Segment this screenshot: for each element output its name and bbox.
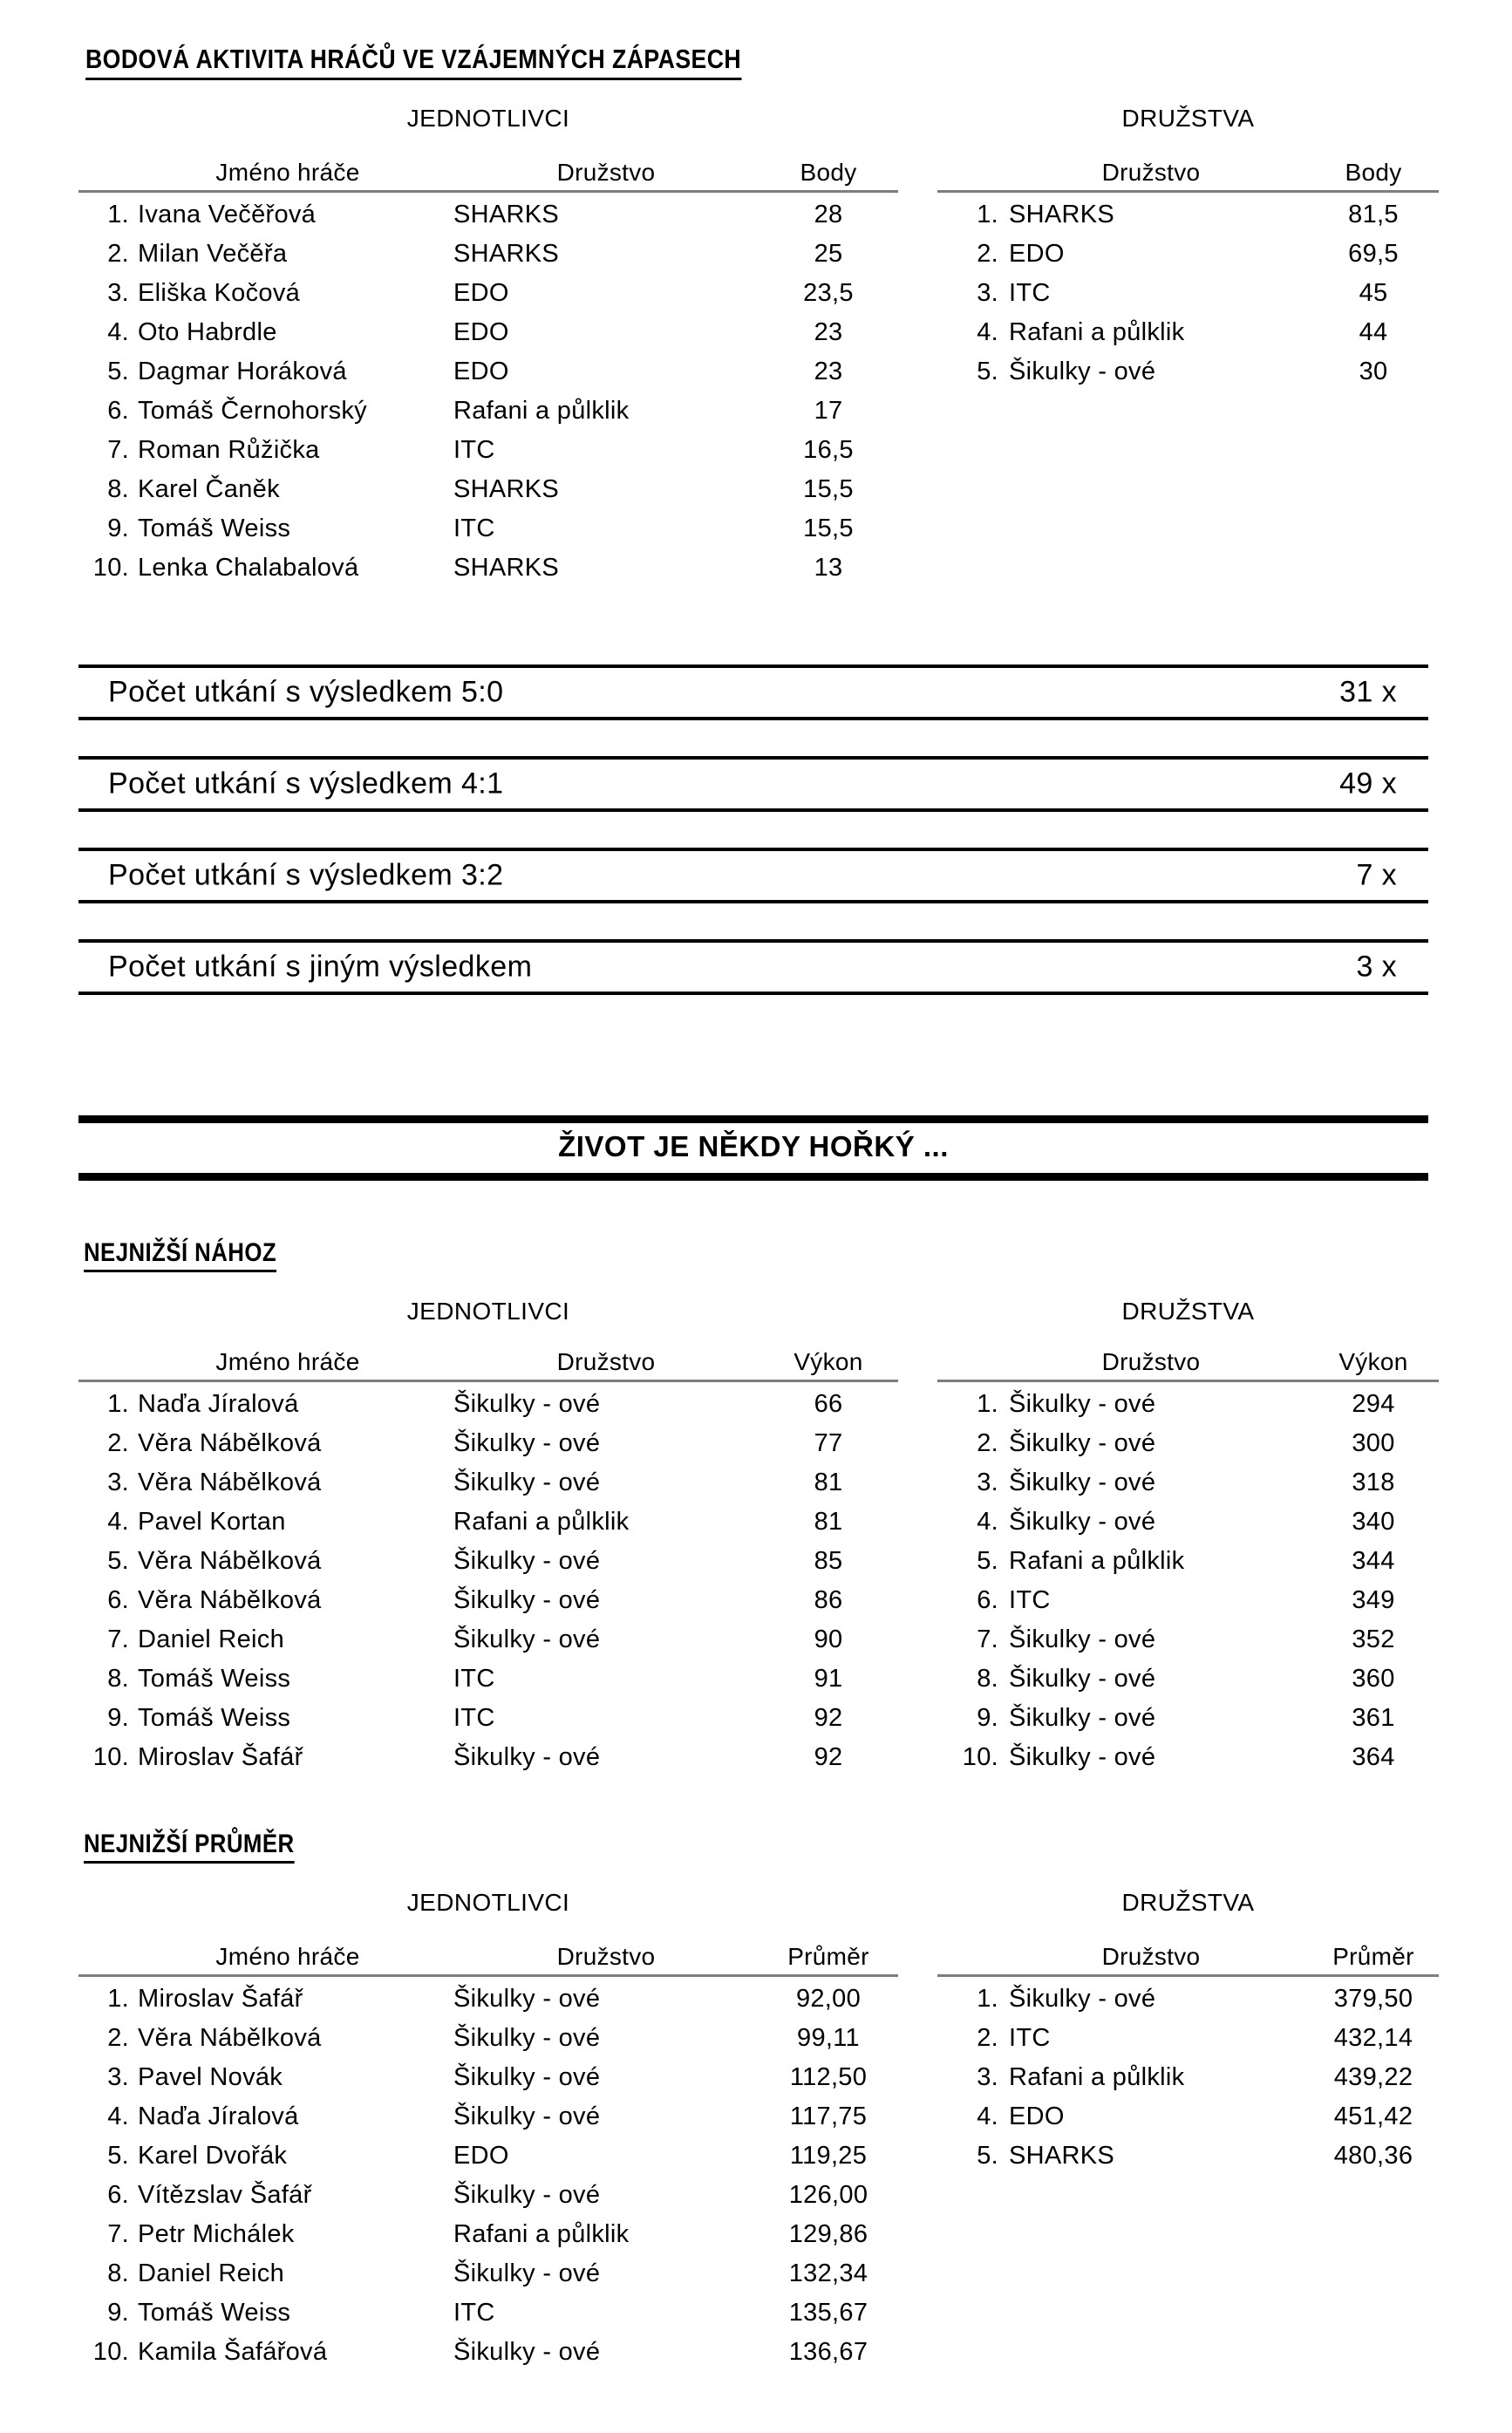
table-row <box>937 1424 1439 1463</box>
row-value: 439,22 <box>1333 2063 1413 2091</box>
row-rank: 5. <box>977 1547 998 1575</box>
row-value: 23,5 <box>803 279 854 307</box>
interlude-title: ŽIVOT JE NĚKDY HOŘKÝ ... <box>558 1130 949 1162</box>
column-header-player: Jméno hráče <box>215 1348 360 1375</box>
row-rank: 3. <box>107 1469 129 1496</box>
table-row <box>937 1581 1439 1620</box>
row-team: Rafani a půlklik <box>1009 318 1185 346</box>
table-row <box>78 2019 898 2058</box>
table-row <box>78 1385 898 1424</box>
row-rank: 3. <box>977 2063 998 2091</box>
table-row <box>78 2097 898 2137</box>
row-team: Šikulky - ové <box>453 1547 601 1575</box>
row-rank: 6. <box>107 397 129 425</box>
row-value: 432,14 <box>1333 2024 1413 2052</box>
row-value: 361 <box>1352 1704 1395 1732</box>
table-row <box>78 1463 898 1503</box>
lowest-throw-teams-table <box>937 1348 1439 1777</box>
table-row <box>78 1542 898 1581</box>
row-value: 81 <box>814 1469 843 1496</box>
row-rank: 9. <box>977 1704 998 1732</box>
row-rank: 6. <box>977 1586 998 1614</box>
row-rank: 5. <box>107 1547 129 1575</box>
row-value: 92 <box>814 1704 843 1732</box>
row-value: 86 <box>814 1586 843 1614</box>
row-team: ITC <box>1009 1586 1051 1614</box>
row-team: Rafani a půlklik <box>1009 2063 1185 2091</box>
row-player-name: Eliška Kočová <box>138 279 301 307</box>
row-team: Šikulky - ové <box>453 2338 601 2366</box>
row-team: Šikulky - ové <box>453 1625 601 1653</box>
row-team: Šikulky - ové <box>1009 1429 1156 1457</box>
row-value: 23 <box>814 358 843 385</box>
row-player-name: Oto Habrdle <box>138 318 277 346</box>
row-rank: 3. <box>977 1469 998 1496</box>
row-value: 117,75 <box>789 2102 868 2130</box>
row-team: EDO <box>453 2142 509 2170</box>
table-row <box>78 431 898 470</box>
row-player-name: Tomáš Weiss <box>138 2299 291 2327</box>
row-team: EDO <box>453 279 509 307</box>
row-player-name: Věra Nábělková <box>138 1469 322 1496</box>
row-team: EDO <box>1009 240 1065 268</box>
row-value: 92 <box>814 1743 843 1771</box>
row-rank: 4. <box>977 1508 998 1536</box>
row-team: EDO <box>453 318 509 346</box>
row-rank: 7. <box>107 1625 129 1653</box>
lowest-average-individuals-table <box>78 1943 898 2372</box>
row-value: 126,00 <box>788 2181 868 2209</box>
row-player-name: Daniel Reich <box>138 1625 285 1653</box>
row-rank: 8. <box>107 1665 129 1693</box>
row-value: 360 <box>1352 1665 1395 1693</box>
table-row <box>937 1542 1439 1581</box>
row-rank: 5. <box>977 358 998 385</box>
row-rank: 4. <box>977 2102 998 2130</box>
table-row <box>78 274 898 313</box>
row-team: ITC <box>1009 2024 1051 2052</box>
row-player-name: Petr Michálek <box>138 2220 295 2248</box>
row-rank: 4. <box>107 318 129 346</box>
row-value: 112,50 <box>789 2063 868 2091</box>
lowest-throw-individuals-table <box>78 1348 898 1777</box>
row-rank: 7. <box>107 436 129 464</box>
row-value: 45 <box>1359 279 1388 307</box>
row-team: Šikulky - ové <box>1009 1704 1156 1732</box>
row-player-name: Ivana Večěřová <box>138 201 317 228</box>
table-row <box>78 1980 898 2019</box>
row-rank: 5. <box>977 2142 998 2170</box>
table-row <box>78 549 898 588</box>
table-row <box>937 313 1439 352</box>
row-rank: 1. <box>107 1390 129 1418</box>
row-value: 340 <box>1352 1508 1395 1536</box>
table-row <box>937 1659 1439 1699</box>
row-value: 28 <box>814 201 843 228</box>
row-player-name: Tomáš Weiss <box>138 1704 291 1732</box>
table-row <box>78 2058 898 2097</box>
row-rank: 1. <box>977 1985 998 2013</box>
row-value: 132,34 <box>788 2259 868 2287</box>
row-value: 92,00 <box>795 1985 862 2013</box>
table-row <box>937 1738 1439 1777</box>
column-header-player: Jméno hráče <box>215 1943 360 1970</box>
row-team: Šikulky - ové <box>453 1985 601 2013</box>
row-rank: 1. <box>977 201 998 228</box>
row-team: SHARKS <box>453 554 560 582</box>
table-row <box>78 352 898 392</box>
row-team: ITC <box>453 515 495 542</box>
row-value: 99,11 <box>797 2024 860 2052</box>
row-rank: 9. <box>107 1704 129 1732</box>
row-value: 379,50 <box>1333 1985 1413 2013</box>
row-rank: 7. <box>107 2220 129 2248</box>
column-header-average: Průměr <box>1332 1943 1414 1970</box>
row-rank: 3. <box>977 279 998 307</box>
row-team: Šikulky - ové <box>1009 1743 1156 1771</box>
row-value: 344 <box>1352 1547 1395 1575</box>
row-team: SHARKS <box>1009 2142 1115 2170</box>
table-row <box>937 1620 1439 1659</box>
row-team: Šikulky - ové <box>1009 1625 1156 1653</box>
table-row <box>78 509 898 549</box>
row-player-name: Milan Večěřa <box>138 240 288 268</box>
match-count-value: 31 x <box>1339 675 1397 709</box>
row-team: Šikulky - ové <box>453 1586 601 1614</box>
row-value: 69,5 <box>1348 240 1399 268</box>
row-player-name: Lenka Chalabalová <box>138 554 359 582</box>
row-rank: 3. <box>107 279 129 307</box>
row-team: Šikulky - ové <box>453 2181 601 2209</box>
table-row <box>78 2293 898 2333</box>
row-rank: 4. <box>107 1508 129 1536</box>
row-rank: 10. <box>962 1743 998 1771</box>
row-rank: 2. <box>107 2024 129 2052</box>
header-rule <box>78 1380 898 1382</box>
row-team: Šikulky - ové <box>453 1429 601 1457</box>
row-rank: 9. <box>107 515 129 542</box>
column-header-average: Průměr <box>787 1943 869 1970</box>
document-title: BODOVÁ AKTIVITA HRÁČŮ VE VZÁJEMNÝCH ZÁPASECH <box>85 44 741 80</box>
row-team: Rafani a půlklik <box>453 1508 630 1536</box>
table-row <box>937 2019 1439 2058</box>
teams-label: DRUŽSTVA <box>1121 105 1255 132</box>
row-player-name: Roman Růžička <box>138 436 320 464</box>
row-player-name: Karel Čaněk <box>138 475 280 503</box>
row-player-name: Miroslav Šafář <box>138 1985 303 2013</box>
row-value: 349 <box>1352 1586 1395 1614</box>
table-header-row <box>937 1943 1439 1973</box>
column-header-team: Družstvo <box>556 1348 656 1375</box>
row-value: 136,67 <box>788 2338 868 2366</box>
match-count-label: Počet utkání s výsledkem 5:0 <box>108 675 504 709</box>
row-value: 44 <box>1359 318 1388 346</box>
row-player-name: Karel Dvořák <box>138 2142 288 2170</box>
row-rank: 2. <box>977 1429 998 1457</box>
section-heading-lowest-throw: NEJNIŽŠÍ NÁHOZ <box>84 1238 276 1272</box>
row-value: 25 <box>814 240 843 268</box>
table-row <box>937 274 1439 313</box>
row-value: 81 <box>814 1508 843 1536</box>
row-player-name: Naďa Jíralová <box>138 1390 299 1418</box>
row-value: 352 <box>1352 1625 1395 1653</box>
row-player-name: Tomáš Weiss <box>138 515 291 542</box>
table-header-row <box>78 1348 898 1378</box>
row-rank: 2. <box>107 1429 129 1457</box>
row-team: Rafani a půlklik <box>453 2220 630 2248</box>
row-rank: 4. <box>977 318 998 346</box>
row-team: Šikulky - ové <box>453 1743 601 1771</box>
individuals-label: JEDNOTLIVCI <box>406 1298 570 1325</box>
table-header-row <box>937 1348 1439 1378</box>
table-row <box>78 1738 898 1777</box>
row-rank: 5. <box>107 2142 129 2170</box>
row-value: 16,5 <box>803 436 854 464</box>
header-rule <box>937 1974 1439 1977</box>
table-header-row <box>78 159 898 188</box>
row-value: 85 <box>814 1547 843 1575</box>
row-rank: 8. <box>977 1665 998 1693</box>
header-rule <box>78 1974 898 1977</box>
table-header-row <box>78 1943 898 1973</box>
row-rank: 1. <box>107 1985 129 2013</box>
row-value: 23 <box>814 318 843 346</box>
match-count-row <box>78 664 1428 720</box>
row-player-name: Pavel Novák <box>138 2063 283 2091</box>
row-value: 13 <box>814 554 843 582</box>
row-value: 119,25 <box>789 2142 868 2170</box>
row-team: Rafani a půlklik <box>1009 1547 1185 1575</box>
row-rank: 1. <box>107 201 129 228</box>
table-row <box>937 2137 1439 2176</box>
row-team: Šikulky - ové <box>453 1390 601 1418</box>
row-rank: 10. <box>92 554 129 582</box>
row-rank: 8. <box>107 475 129 503</box>
match-count-value: 49 x <box>1339 767 1397 801</box>
table-row <box>78 195 898 235</box>
table-row <box>937 1980 1439 2019</box>
match-count-banners <box>78 664 1428 1031</box>
row-team: Šikulky - ové <box>453 1469 601 1496</box>
row-team: SHARKS <box>453 475 560 503</box>
column-header-performance: Výkon <box>1338 1348 1408 1375</box>
row-rank: 6. <box>107 2181 129 2209</box>
row-team: ITC <box>453 436 495 464</box>
match-count-label: Počet utkání s výsledkem 4:1 <box>108 767 504 801</box>
match-count-label: Počet utkání s jiným výsledkem <box>108 950 533 984</box>
row-player-name: Vítězslav Šafář <box>138 2181 312 2209</box>
row-team: Šikulky - ové <box>453 2063 601 2091</box>
row-player-name: Dagmar Horáková <box>138 358 347 385</box>
table-row <box>937 235 1439 274</box>
row-value: 451,42 <box>1333 2102 1413 2130</box>
row-player-name: Tomáš Weiss <box>138 1665 291 1693</box>
row-rank: 5. <box>107 358 129 385</box>
table-row <box>78 2176 898 2215</box>
table-row <box>78 2254 898 2293</box>
match-count-value: 3 x <box>1356 950 1397 984</box>
table-row <box>78 1659 898 1699</box>
table-row <box>937 1463 1439 1503</box>
match-count-row <box>78 848 1428 903</box>
divider-bar-top <box>78 1115 1428 1123</box>
row-rank: 6. <box>107 1586 129 1614</box>
table-row <box>937 1699 1439 1738</box>
teams-label: DRUŽSTVA <box>1121 1889 1255 1916</box>
row-rank: 8. <box>107 2259 129 2287</box>
points-teams-table <box>937 159 1439 392</box>
column-header-team: Družstvo <box>556 159 656 186</box>
row-team: SHARKS <box>453 240 560 268</box>
match-count-label: Počet utkání s výsledkem 3:2 <box>108 858 504 892</box>
column-header-points: Body <box>1345 159 1402 186</box>
row-team: Šikulky - ové <box>453 2102 601 2130</box>
row-team: Šikulky - ové <box>1009 1508 1156 1536</box>
individuals-label: JEDNOTLIVCI <box>406 1889 570 1916</box>
column-header-team: Družstvo <box>1101 1348 1201 1375</box>
table-row <box>937 2058 1439 2097</box>
row-value: 15,5 <box>803 515 854 542</box>
table-row <box>78 1699 898 1738</box>
row-rank: 9. <box>107 2299 129 2327</box>
row-player-name: Věra Nábělková <box>138 1547 322 1575</box>
row-rank: 1. <box>977 1390 998 1418</box>
row-team: ITC <box>1009 279 1051 307</box>
table-row <box>78 2137 898 2176</box>
row-player-name: Tomáš Černohorský <box>138 397 367 425</box>
match-count-value: 7 x <box>1356 858 1397 892</box>
row-player-name: Věra Nábělková <box>138 1586 322 1614</box>
table-row <box>78 1620 898 1659</box>
row-team: Šikulky - ové <box>1009 1390 1156 1418</box>
row-team: SHARKS <box>1009 201 1115 228</box>
row-rank: 7. <box>977 1625 998 1653</box>
column-header-team: Družstvo <box>556 1943 656 1970</box>
row-player-name: Naďa Jíralová <box>138 2102 299 2130</box>
row-team: ITC <box>453 1704 495 1732</box>
row-value: 480,36 <box>1333 2142 1413 2170</box>
row-value: 364 <box>1352 1743 1395 1771</box>
table-row <box>78 1424 898 1463</box>
header-rule <box>937 1380 1439 1382</box>
row-team: ITC <box>453 2299 495 2327</box>
header-rule <box>78 190 898 193</box>
column-header-team: Družstvo <box>1101 1943 1201 1970</box>
points-individuals-table <box>78 159 898 588</box>
row-value: 66 <box>814 1390 843 1418</box>
divider-bar-bottom <box>78 1173 1428 1181</box>
table-row <box>937 1385 1439 1424</box>
table-row <box>937 1503 1439 1542</box>
column-header-player: Jméno hráče <box>215 159 360 186</box>
row-value: 300 <box>1352 1429 1395 1457</box>
row-player-name: Věra Nábělková <box>138 1429 322 1457</box>
table-row <box>78 2333 898 2372</box>
row-player-name: Kamila Šafářová <box>138 2338 328 2366</box>
row-value: 135,67 <box>788 2299 868 2327</box>
row-value: 17 <box>814 397 843 425</box>
table-row <box>937 2097 1439 2137</box>
row-team: Šikulky - ové <box>453 2024 601 2052</box>
row-value: 318 <box>1352 1469 1395 1496</box>
row-team: ITC <box>453 1665 495 1693</box>
row-value: 294 <box>1352 1390 1395 1418</box>
row-rank: 2. <box>977 240 998 268</box>
row-rank: 2. <box>107 240 129 268</box>
match-count-row <box>78 756 1428 812</box>
row-value: 91 <box>814 1665 843 1693</box>
table-row <box>78 313 898 352</box>
match-count-row <box>78 939 1428 995</box>
row-player-name: Věra Nábělková <box>138 2024 322 2052</box>
column-header-team: Družstvo <box>1101 159 1201 186</box>
table-row <box>78 1581 898 1620</box>
row-team: Šikulky - ové <box>453 2259 601 2287</box>
table-row <box>937 352 1439 392</box>
row-team: Šikulky - ové <box>1009 1985 1156 2013</box>
row-rank: 3. <box>107 2063 129 2091</box>
row-team: SHARKS <box>453 201 560 228</box>
individuals-label: JEDNOTLIVCI <box>406 105 570 132</box>
table-row <box>78 2215 898 2254</box>
row-value: 129,86 <box>788 2220 868 2248</box>
row-team: Šikulky - ové <box>1009 358 1156 385</box>
row-rank: 10. <box>92 2338 129 2366</box>
table-row <box>78 392 898 431</box>
table-row <box>78 470 898 509</box>
row-team: EDO <box>453 358 509 385</box>
table-row <box>937 195 1439 235</box>
row-player-name: Pavel Kortan <box>138 1508 286 1536</box>
column-header-points: Body <box>800 159 857 186</box>
row-rank: 4. <box>107 2102 129 2130</box>
table-row <box>78 235 898 274</box>
table-header-row <box>937 159 1439 188</box>
row-team: Šikulky - ové <box>1009 1665 1156 1693</box>
header-rule <box>937 190 1439 193</box>
row-value: 30 <box>1359 358 1388 385</box>
column-header-performance: Výkon <box>793 1348 863 1375</box>
row-value: 90 <box>814 1625 843 1653</box>
row-value: 81,5 <box>1348 201 1399 228</box>
row-player-name: Daniel Reich <box>138 2259 285 2287</box>
row-value: 77 <box>814 1429 843 1457</box>
section-heading-lowest-average: NEJNIŽŠÍ PRŮMĚR <box>84 1830 295 1864</box>
row-team: Rafani a půlklik <box>453 397 630 425</box>
row-value: 15,5 <box>803 475 854 503</box>
lowest-average-teams-table <box>937 1943 1439 2176</box>
row-team: Šikulky - ové <box>1009 1469 1156 1496</box>
row-rank: 2. <box>977 2024 998 2052</box>
row-rank: 10. <box>92 1743 129 1771</box>
table-row <box>78 1503 898 1542</box>
row-player-name: Miroslav Šafář <box>138 1743 303 1771</box>
teams-label: DRUŽSTVA <box>1121 1298 1255 1325</box>
row-team: EDO <box>1009 2102 1065 2130</box>
